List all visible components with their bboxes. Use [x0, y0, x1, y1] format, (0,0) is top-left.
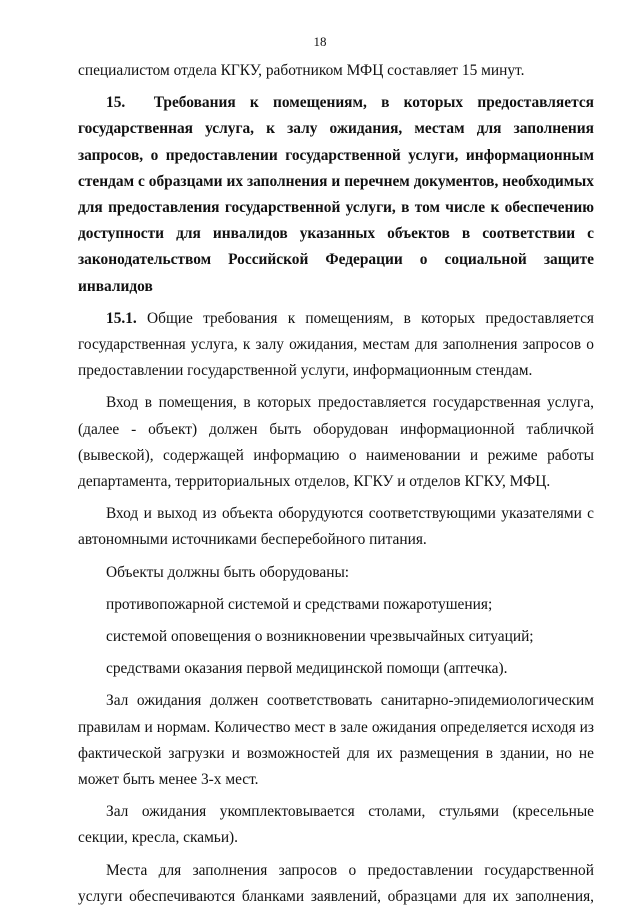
paragraph-form-places: Места для заполнения запросов о предоставлении государственной услуги обеспечиваются бланками заявлений, образцами для их заполнения, [78, 861, 594, 905]
list-item-emergency-alert: системой оповещения о возникновении чрезвычайных ситуаций; [106, 628, 534, 646]
clause-number: 15.1. [106, 309, 137, 327]
paragraph-waiting-hall-furniture: Зал ожидания укомплектовывается столами, стульями (кресельные секции, кресла, скамьи). [78, 803, 594, 847]
paragraph-entrance-exit: Вход и выход из объекта оборудуются соответствующими указателями с автономными источниками бесперебойного питания. [78, 505, 594, 549]
clause-text: Общие требования к помещениям, в которых предоставляется государственная услуга, к залу ожидания, местам для заполнения запросов о предоставлении государственной услуги, информационным стендам. [78, 309, 594, 380]
paragraph-15-1 [78, 306, 594, 385]
paragraph-equipment-intro: Объекты должны быть оборудованы: [106, 563, 350, 581]
paragraph-waiting-hall-norms: Зал ожидания должен соответствовать санитарно-эпидемиологическим правилам и нормам. Количество мест в зале ожидания определяется исходя из фактической загрузки и возможностей для их размещения в здании, но не может быть менее 3-х мест. [78, 692, 594, 789]
section-heading: 15. Требования к помещениям, в которых предоставляется государственная услуга, к залу ожидания, местам для заполнения запросов, о предоставлении государственной услуги, информационным стендам с образцами их заполнения и перечнем документов, необходимых для предоставления государственной услуги, в том числе к обеспечению доступности для инвалидов указанных объектов в соответствии с законодательством Российской Федерации о социальной защите инвалидов [78, 94, 594, 295]
document-body [78, 58, 594, 910]
paragraph-entrance-signage: Вход в помещения, в которых предоставляется государственная услуга, (далее - объект) должен быть оборудован информационной табличкой (вывеской), содержащей информацию о наименовании и режиме работы департамента, территориальных отделов, КГКУ и отделов КГКУ, МФЦ. [78, 394, 594, 491]
list-item-first-aid: средствами оказания первой медицинской помощи (аптечка). [106, 660, 508, 678]
page-number: 18 [313, 34, 327, 49]
list-item-fire-safety: противопожарной системой и средствами пожаротушения; [106, 595, 493, 613]
paragraph-continuation: специалистом отдела КГКУ, работником МФЦ составляет 15 минут. [78, 62, 525, 79]
